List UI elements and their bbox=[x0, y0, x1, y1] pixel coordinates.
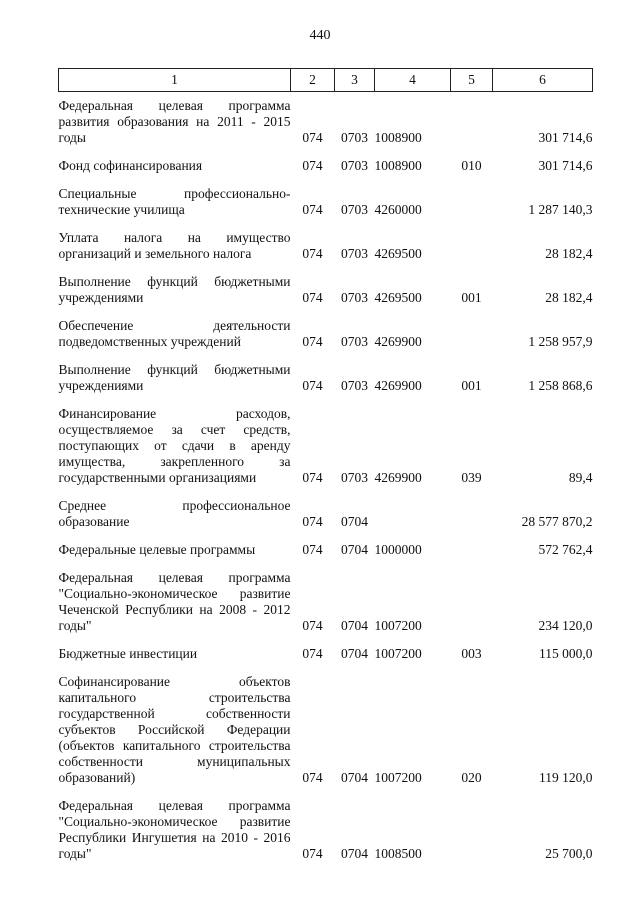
amount: 28 182,4 bbox=[545, 246, 593, 261]
col-3-value: 0704 bbox=[341, 514, 368, 529]
col-2-value: 074 bbox=[302, 378, 323, 393]
table-row bbox=[59, 490, 593, 534]
item-name: Федеральные целевые программы bbox=[58, 542, 256, 557]
header-col-1: 1 bbox=[59, 69, 291, 92]
col-4-value: 4269900 bbox=[374, 470, 422, 485]
item-name: Обеспечение деятельности подведомственных учреждений bbox=[58, 318, 291, 349]
table-row bbox=[59, 310, 593, 354]
col-3-value: 0703 bbox=[341, 130, 368, 145]
header-col-3: 3 bbox=[335, 69, 375, 92]
header-col-2: 2 bbox=[291, 69, 335, 92]
col-5-value bbox=[451, 534, 493, 562]
col-4-value: 1000000 bbox=[374, 542, 422, 557]
col-2-value: 074 bbox=[302, 646, 323, 661]
header-col-4: 4 bbox=[375, 69, 451, 92]
item-name: Среднее профессиональное образование bbox=[58, 498, 291, 529]
col-5-value: 020 bbox=[461, 770, 482, 785]
col-3-value: 0703 bbox=[341, 158, 368, 173]
item-name: Выполнение функций бюджетными учреждениями bbox=[58, 362, 291, 393]
item-name: Уплата налога на имущество организаций и земельного налога bbox=[58, 230, 291, 261]
col-3-value: 0703 bbox=[341, 202, 368, 217]
col-4-value: 4269900 bbox=[374, 378, 422, 393]
col-3-value: 0703 bbox=[341, 290, 368, 305]
col-4-value: 1007200 bbox=[374, 618, 422, 633]
col-3-value: 0704 bbox=[341, 542, 368, 557]
col-5-value: 001 bbox=[461, 290, 482, 305]
col-4-value: 1007200 bbox=[374, 770, 422, 785]
col-2-value: 074 bbox=[302, 470, 323, 485]
item-name: Фонд софинансирования bbox=[58, 158, 203, 173]
col-5-value bbox=[451, 178, 493, 222]
col-4-value: 4269900 bbox=[374, 334, 422, 349]
item-name: Федеральная целевая программа "Социально-экономическое развитие Республики Ингушетия на 2010 - 2016 годы" bbox=[58, 798, 291, 861]
budget-table bbox=[58, 68, 593, 866]
col-2-value: 074 bbox=[302, 246, 323, 261]
col-4-value: 1007200 bbox=[374, 646, 422, 661]
table-row bbox=[59, 398, 593, 490]
col-4-value: 4269500 bbox=[374, 290, 422, 305]
amount: 234 120,0 bbox=[538, 618, 593, 633]
amount: 301 714,6 bbox=[538, 158, 593, 173]
col-5-value bbox=[451, 310, 493, 354]
col-5-value bbox=[451, 562, 493, 638]
col-2-value: 074 bbox=[302, 202, 323, 217]
amount: 28 182,4 bbox=[545, 290, 593, 305]
item-name: Бюджетные инвестиции bbox=[58, 646, 198, 661]
item-name: Федеральная целевая программа "Социально-экономическое развитие Чеченской Республики на 2008 - 2012 годы" bbox=[58, 570, 291, 633]
amount: 89,4 bbox=[568, 470, 593, 485]
table-row bbox=[59, 150, 593, 178]
col-2-value: 074 bbox=[302, 618, 323, 633]
table-header-row bbox=[59, 69, 593, 92]
col-3-value: 0704 bbox=[341, 846, 368, 861]
item-name: Финансирование расходов, осуществляемое за счет средств, поступающих от сдачи в аренду имущества, закрепленного за государственными организациями bbox=[58, 406, 291, 485]
amount: 119 120,0 bbox=[539, 770, 593, 785]
page-number: 440 bbox=[309, 28, 331, 43]
amount: 1 287 140,3 bbox=[528, 202, 593, 217]
table-row bbox=[59, 666, 593, 790]
table-body bbox=[59, 92, 593, 867]
col-5-value: 003 bbox=[461, 646, 482, 661]
col-2-value: 074 bbox=[302, 290, 323, 305]
table-row bbox=[59, 790, 593, 866]
col-2-value: 074 bbox=[302, 542, 323, 557]
header-col-6: 6 bbox=[493, 69, 593, 92]
item-name: Федеральная целевая программа развития образования на 2011 - 2015 годы bbox=[58, 98, 291, 145]
col-5-value: 010 bbox=[461, 158, 482, 173]
col-2-value: 074 bbox=[302, 846, 323, 861]
item-name: Софинансирование объектов капитального строительства государственной собственности субъектов Российской Федерации (объектов капитального строительства собственности муниципальных образований) bbox=[58, 674, 291, 785]
table-row bbox=[59, 178, 593, 222]
col-3-value: 0703 bbox=[341, 334, 368, 349]
col-2-value: 074 bbox=[302, 334, 323, 349]
col-3-value: 0704 bbox=[341, 770, 368, 785]
amount: 115 000,0 bbox=[539, 646, 593, 661]
amount: 301 714,6 bbox=[538, 130, 593, 145]
table-row bbox=[59, 534, 593, 562]
col-2-value: 074 bbox=[302, 158, 323, 173]
col-3-value: 0703 bbox=[341, 378, 368, 393]
col-5-value bbox=[451, 92, 493, 151]
col-5-value: 039 bbox=[461, 470, 482, 485]
col-3-value: 0704 bbox=[341, 646, 368, 661]
col-4-value bbox=[375, 490, 451, 534]
amount: 25 700,0 bbox=[545, 846, 593, 861]
col-5-value bbox=[451, 790, 493, 866]
table-row bbox=[59, 222, 593, 266]
col-4-value: 4260000 bbox=[374, 202, 422, 217]
col-2-value: 074 bbox=[302, 770, 323, 785]
table-row bbox=[59, 638, 593, 666]
amount: 1 258 868,6 bbox=[528, 378, 593, 393]
table-row bbox=[59, 562, 593, 638]
col-5-value: 001 bbox=[461, 378, 482, 393]
table-row bbox=[59, 354, 593, 398]
col-5-value bbox=[451, 490, 493, 534]
header-col-5: 5 bbox=[451, 69, 493, 92]
col-2-value: 074 bbox=[302, 130, 323, 145]
col-4-value: 4269500 bbox=[374, 246, 422, 261]
item-name: Выполнение функций бюджетными учреждениями bbox=[58, 274, 291, 305]
col-2-value: 074 bbox=[302, 514, 323, 529]
col-5-value bbox=[451, 222, 493, 266]
col-3-value: 0703 bbox=[341, 470, 368, 485]
item-name: Специальные профессионально-технические училища bbox=[58, 186, 291, 217]
amount: 28 577 870,2 bbox=[521, 514, 593, 529]
amount: 572 762,4 bbox=[538, 542, 593, 557]
col-4-value: 1008900 bbox=[374, 130, 422, 145]
amount: 1 258 957,9 bbox=[528, 334, 593, 349]
col-3-value: 0703 bbox=[341, 246, 368, 261]
col-4-value: 1008500 bbox=[374, 846, 422, 861]
col-3-value: 0704 bbox=[341, 618, 368, 633]
table-row bbox=[59, 266, 593, 310]
table-row bbox=[59, 92, 593, 151]
col-4-value: 1008900 bbox=[374, 158, 422, 173]
